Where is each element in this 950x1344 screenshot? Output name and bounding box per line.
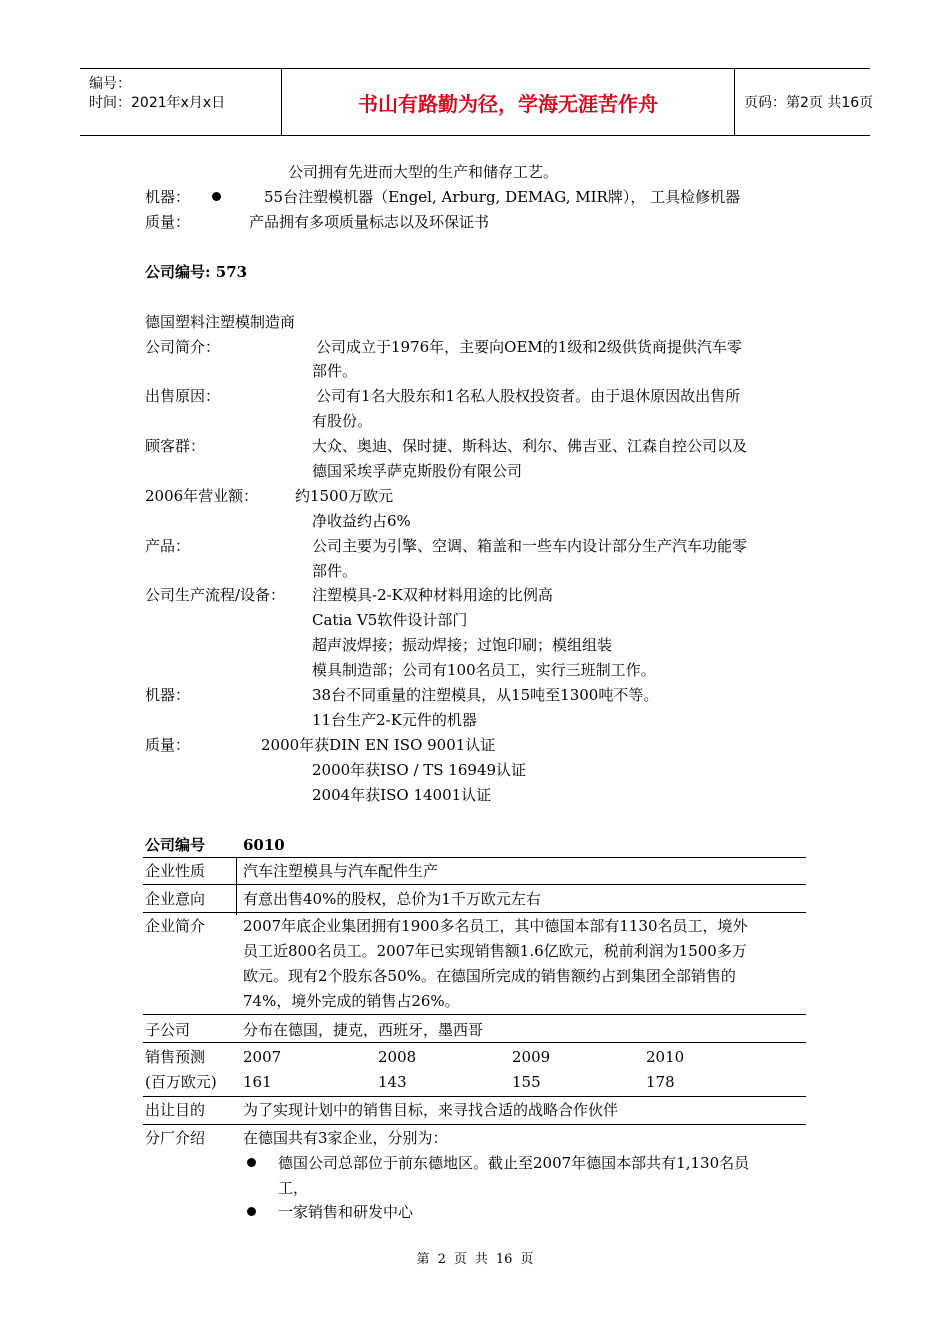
header-number-label: 编号： — [89, 76, 131, 92]
bullet-icon — [247, 1158, 256, 1167]
row-value: 净收益约占6% — [312, 512, 411, 530]
forecast-value: 178 — [646, 1073, 675, 1091]
row-value: 超声波焊接；振动焊接；过饱印刷；模组组装 — [312, 636, 613, 654]
row-value: 2000年获ISO / TS 16949认证 — [312, 761, 527, 779]
purpose-value: 为了实现计划中的销售目标，来寻找合适的战略合作伙伴 — [243, 1101, 619, 1119]
page-header — [80, 68, 874, 136]
forecast-year: 2009 — [512, 1048, 551, 1066]
plants-intro: 在德国共有3家企业，分别为： — [243, 1129, 448, 1147]
plants-label: 分厂介绍 — [145, 1129, 206, 1147]
row-label: 公司简介： — [145, 338, 221, 356]
row-value: 部件。 — [312, 362, 358, 380]
company-573-subtitle: 德国塑料注塑模制造商 — [145, 313, 296, 331]
row-value: 公司有1名大股东和1名私人股权投资者。由于退休原因故出售所 — [316, 387, 741, 405]
intro-machines-value: 55台注塑模机器（Engel, Arburg, DEMAG, MIR牌）， 工具检修机器 — [264, 188, 741, 206]
row-value: 公司主要为引擎、空调、箱盖和一些车内设计部分生产汽车功能零 — [312, 537, 748, 555]
footer-page-unit: 页 — [453, 1252, 467, 1267]
intro-quality-label: 质量： — [145, 213, 191, 231]
profile-label: 企业简介 — [145, 917, 206, 935]
row-label: 公司生产流程/设备： — [145, 586, 286, 604]
row-value: 11台生产2-K元件的机器 — [312, 711, 477, 729]
forecast-year: 2010 — [646, 1048, 685, 1066]
forecast-label: 销售预测 — [145, 1048, 206, 1066]
plants-bullet-2: 一家销售和研发中心 — [278, 1203, 414, 1221]
row-value: Catia V5软件设计部门 — [312, 611, 468, 629]
footer-total-num: 16 — [495, 1252, 513, 1267]
row-value: 德国采埃孚萨克斯股份有限公司 — [312, 462, 523, 480]
intent-value: 有意出售40%的股权，总价为1千万欧元左右 — [243, 890, 541, 908]
company-6010-number: 6010 — [243, 836, 285, 854]
nature-value: 汽车注塑模具与汽车配件生产 — [243, 862, 439, 880]
row-label: 质量： — [145, 736, 191, 754]
table-rule — [143, 1124, 806, 1125]
row-value: 2000年获DIN EN ISO 9001认证 — [261, 736, 496, 754]
row-value: 注塑模具-2-K双种材料用途的比例高 — [312, 586, 553, 604]
purpose-label: 出让目的 — [145, 1101, 206, 1119]
company-6010-label: 公司编号 — [145, 836, 206, 854]
bullet-icon — [212, 192, 221, 201]
forecast-value: 155 — [512, 1073, 541, 1091]
header-meta-cell — [80, 69, 282, 135]
row-value: 有股份。 — [312, 412, 373, 430]
table-rule — [143, 1014, 806, 1015]
forecast-unit-label: (百万欧元) — [145, 1073, 217, 1091]
footer-page-num: 2 — [437, 1252, 446, 1267]
forecast-year: 2008 — [378, 1048, 417, 1066]
row-value: 2004年获ISO 14001认证 — [312, 786, 492, 804]
footer-total-word: 共 — [474, 1252, 488, 1267]
row-label: 机器： — [145, 686, 191, 704]
forecast-value: 143 — [378, 1073, 407, 1091]
profile-line: 员工近800名员工。2007年已实现销售额1.6亿欧元，税前利润为1500多万 — [243, 942, 747, 960]
bullet-icon — [247, 1207, 256, 1216]
header-date-label: 时间：2021年x月x日 — [89, 95, 226, 111]
table-rule — [143, 857, 806, 858]
row-label: 产品： — [145, 537, 191, 555]
header-page-label: 页码：第2页 共16页 — [744, 95, 874, 111]
page-footer — [0, 1248, 950, 1267]
table-rule — [143, 1096, 806, 1097]
nature-label: 企业性质 — [145, 862, 206, 880]
plants-bullet-1-cont: 工， — [278, 1179, 309, 1197]
row-value: 约1500万欧元 — [295, 487, 394, 505]
profile-line: 74%，境外完成的销售占26%。 — [243, 992, 460, 1010]
row-label: 顾客群： — [145, 437, 206, 455]
forecast-value: 161 — [243, 1073, 272, 1091]
row-label: 出售原因： — [145, 387, 221, 405]
intro-machines-label: 机器： — [145, 188, 191, 206]
row-value: 部件。 — [312, 562, 358, 580]
profile-line: 欧元。现有2个股东各50%。在德国所完成的销售额约占到集团全部销售的 — [243, 967, 736, 985]
intro-line: 公司拥有先进而大型的生产和储存工艺。 — [288, 163, 559, 181]
header-motto: 书山有路勤为径，学海无涯苦作舟 — [282, 69, 735, 135]
table-rule — [236, 857, 237, 915]
table-rule — [143, 1042, 806, 1043]
intro-quality-value: 产品拥有多项质量标志以及环保证书 — [249, 213, 490, 231]
profile-line: 2007年底企业集团拥有1900多名员工，其中德国本部有1130名员工，境外 — [243, 917, 748, 935]
subsidiary-label: 子公司 — [145, 1021, 191, 1039]
row-value: 模具制造部；公司有100名员工，实行三班制工作。 — [312, 661, 656, 679]
row-value: 大众、奥迪、保时捷、斯科达、利尔、佛吉亚、江森自控公司以及 — [312, 437, 748, 455]
row-value: 38台不同重量的注塑模具，从15吨至1300吨不等。 — [312, 686, 659, 704]
table-rule — [143, 884, 806, 885]
footer-total-unit: 页 — [520, 1252, 534, 1267]
subsidiary-value: 分布在德国，捷克，西班牙，墨西哥 — [243, 1021, 484, 1039]
company-573-title: 公司编号: 573 — [145, 263, 248, 281]
row-value: 公司成立于1976年，主要向OEM的1级和2级供货商提供汽车零 — [316, 338, 742, 356]
footer-page-word: 第 — [416, 1252, 430, 1267]
forecast-year: 2007 — [243, 1048, 282, 1066]
row-label: 2006年营业额： — [145, 487, 259, 505]
table-rule — [143, 912, 806, 913]
plants-bullet-1: 德国公司总部位于前东德地区。截止至2007年德国本部共有1,130名员 — [278, 1154, 750, 1172]
intent-label: 企业意向 — [145, 890, 206, 908]
